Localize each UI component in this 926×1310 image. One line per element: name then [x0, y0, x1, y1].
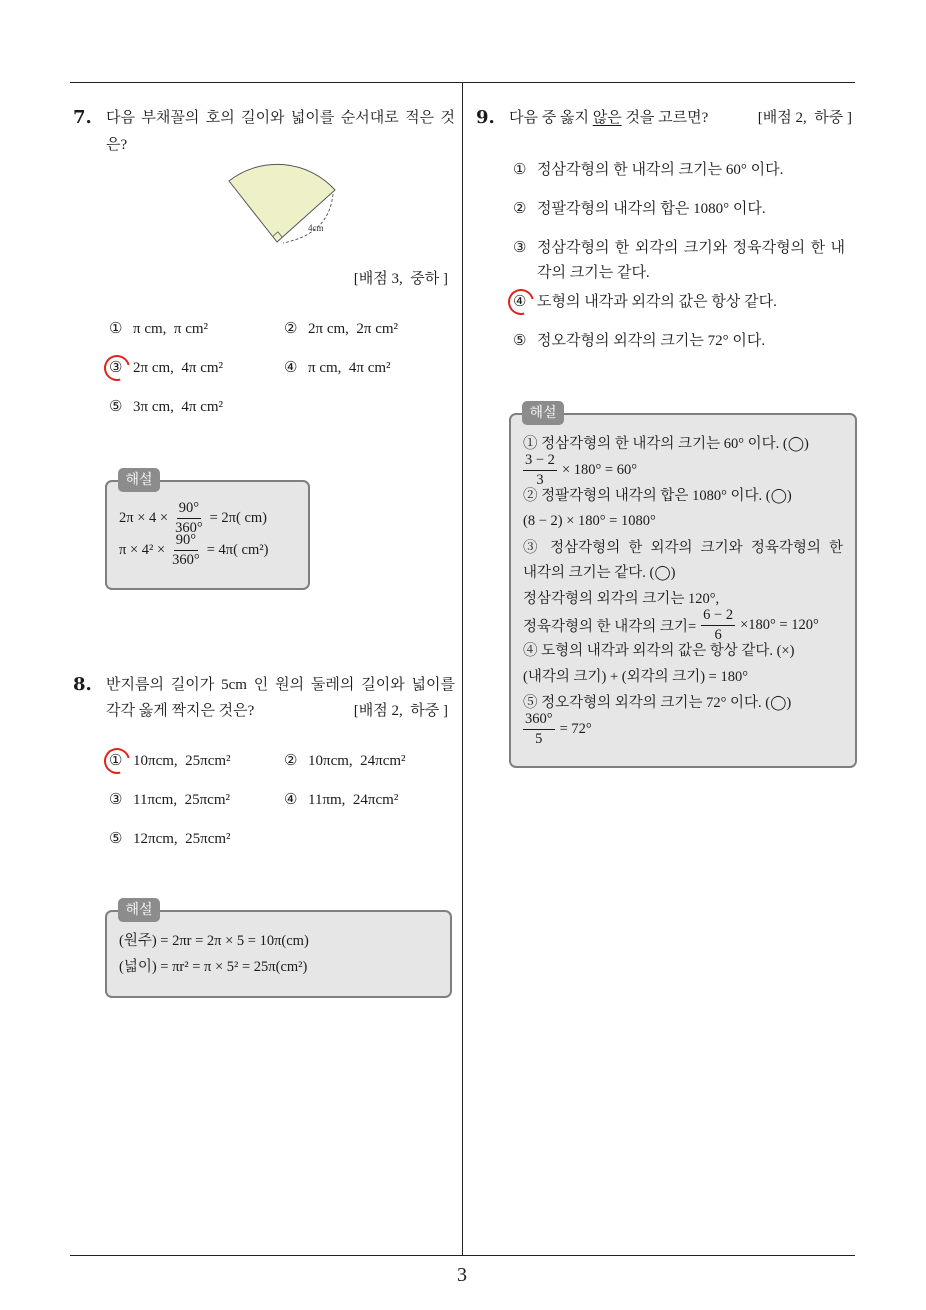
option-text: 10πcm, 24πcm² — [308, 753, 406, 769]
numerator: 6 − 2 — [701, 606, 735, 626]
option-text: 12πcm, 25πcm² — [133, 831, 231, 847]
expr-after: ×180° = 120° — [740, 616, 819, 633]
fraction — [523, 710, 555, 749]
question-text-line: 은? — [106, 137, 128, 153]
expr-after: = 72° — [559, 720, 592, 737]
option-text-continued: 각의 크기는 같다. — [537, 265, 650, 281]
score-label: [배점 2, 하중 ] — [757, 110, 852, 126]
bottom-rule — [70, 1255, 855, 1256]
option-mark: ③ — [109, 360, 123, 376]
option-text: π cm, 4π cm² — [308, 360, 391, 376]
expr-after: = 4π( cm²) — [206, 541, 269, 558]
option-mark: ② — [284, 753, 298, 769]
option-text: 11πcm, 25πcm² — [133, 792, 230, 808]
expr-before: π × 4² × — [119, 541, 166, 558]
option-text: 3π cm, 4π cm² — [133, 399, 224, 415]
score-label: [배점 2, 하중 ] — [353, 703, 448, 719]
question-number: 8. — [73, 674, 92, 695]
question-text-line: 다음 부채꼴의 호의 길이와 넓이를 순서대로 적은 것 — [106, 110, 455, 126]
option-text: π cm, π cm² — [133, 321, 209, 337]
option-mark: ④ — [284, 360, 298, 376]
denominator: 5 — [535, 730, 543, 747]
question-text: 다음 중 옳지 — [509, 110, 593, 126]
radius-label: 4cm — [308, 223, 324, 233]
column-divider — [462, 83, 463, 1256]
solution-tab: 해설 — [118, 898, 160, 922]
option-mark: ⑤ — [109, 399, 123, 415]
option-text: 2π cm, 4π cm² — [133, 360, 224, 376]
option-text: 정삼각형의 한 내각의 크기는 60° 이다. — [537, 162, 784, 178]
question-text-line — [509, 108, 708, 128]
option-text: 정팔각형의 내각의 합은 1080° 이다. — [537, 201, 766, 217]
solution-line: ② 정팔각형의 내각의 합은 1080° 이다. (◯) — [523, 488, 792, 504]
page-number: 3 — [457, 1264, 467, 1286]
option-mark: ③ — [513, 240, 527, 256]
question-text-line: 각각 옳게 짝지은 것은? — [106, 703, 255, 719]
question-text-underlined: 않은 — [592, 110, 622, 126]
solution-line: ① 정삼각형의 한 내각의 크기는 60° 이다. (◯) — [523, 436, 809, 452]
option-text: 정오각형의 외각의 크기는 72° 이다. — [537, 333, 766, 349]
solution-line: ③ 정삼각형의 한 외각의 크기와 정육각형의 한 — [523, 540, 843, 556]
expr-after: = 2π( cm) — [209, 509, 267, 526]
solution-tab: 해설 — [522, 401, 564, 425]
option-mark: ⑤ — [513, 333, 527, 349]
denominator: 360° — [172, 551, 200, 568]
question-number: 9. — [476, 107, 495, 128]
option-mark: ① — [109, 753, 123, 769]
solution-line: ⑤ 정오각형의 외각의 크기는 72° 이다. (◯) — [523, 695, 792, 711]
option-mark: ① — [109, 321, 123, 337]
option-text: 11πm, 24πcm² — [308, 792, 399, 808]
score-label: [배점 3, 중하 ] — [353, 271, 448, 287]
solution-line — [523, 708, 592, 750]
option-mark: ① — [513, 162, 527, 178]
fraction — [701, 606, 735, 645]
question-text: 것을 고르면? — [621, 110, 709, 126]
option-mark: ⑤ — [109, 831, 123, 847]
solution-box — [105, 910, 452, 998]
denominator: 3 — [536, 471, 544, 488]
numerator: 3 − 2 — [523, 451, 557, 471]
numerator: 360° — [523, 710, 555, 730]
fraction — [170, 531, 202, 570]
option-mark: ② — [513, 201, 527, 217]
expr-before: 2π × 4 × — [119, 509, 169, 526]
fraction — [523, 451, 557, 490]
numerator: 90° — [174, 531, 198, 551]
option-mark: ③ — [109, 792, 123, 808]
question-number: 7. — [73, 107, 92, 128]
solution-line: (8 − 2) × 180° = 1080° — [523, 513, 656, 529]
denominator: 6 — [714, 626, 722, 643]
option-text: 도형의 내각과 외각의 값은 항상 같다. — [537, 294, 777, 310]
option-mark: ④ — [513, 294, 527, 310]
option-text: 정삼각형의 한 외각의 크기와 정육각형의 한 내 — [537, 240, 845, 256]
option-mark: ④ — [284, 792, 298, 808]
option-text: 10πcm, 25πcm² — [133, 753, 231, 769]
solution-line: 정삼각형의 외각의 크기는 120°, — [523, 591, 720, 607]
denominator: 360° — [175, 519, 203, 536]
solution-line: 내각의 크기는 같다. (◯) — [523, 565, 676, 581]
solution-line — [119, 529, 268, 571]
solution-line — [523, 449, 637, 491]
option-text: 2π cm, 2π cm² — [308, 321, 399, 337]
solution-line: (넓이) = πr² = π × 5² = 25π(cm²) — [119, 959, 308, 975]
numerator: 90° — [177, 499, 201, 519]
solution-line — [523, 604, 819, 646]
question-text-line: 반지름의 길이가 5cm 인 원의 둘레의 길이와 넓이를 — [106, 677, 455, 693]
solution-tab: 해설 — [118, 468, 160, 492]
expr-after: × 180° = 60° — [561, 461, 638, 478]
option-mark: ② — [284, 321, 298, 337]
solution-line: ④ 도형의 내각과 외각의 값은 항상 같다. (×) — [523, 643, 795, 659]
solution-line: (원주) = 2πr = 2π × 5 = 10π(cm) — [119, 933, 309, 949]
solution-line: (내각의 크기) + (외각의 크기) = 180° — [523, 669, 749, 685]
sector-figure — [220, 160, 345, 252]
expr-before: 정육각형의 한 내각의 크기= — [523, 618, 697, 635]
